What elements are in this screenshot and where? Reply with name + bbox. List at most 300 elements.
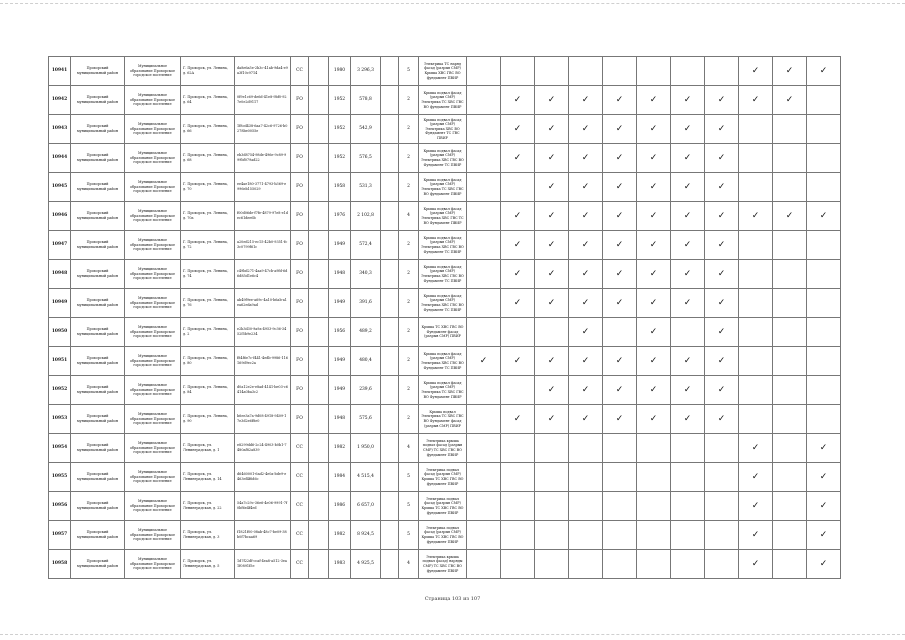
check-mark-icon: ✓: [603, 231, 637, 260]
check-mark-icon: ✓: [501, 202, 535, 231]
row-works: Крыша подвал фасад (разрыв СМР) Электрика ХВС ВО Фундамент ТС ГВС ПВИР: [419, 115, 467, 144]
row-wall-type: СС: [291, 521, 309, 550]
row-id: 10951: [49, 347, 71, 376]
work-cell-empty: [501, 521, 535, 550]
row-year: 1949: [329, 231, 351, 260]
row-area: 239,6: [351, 376, 381, 405]
row-empty: [381, 521, 399, 550]
check-mark-icon: ✓: [603, 144, 637, 173]
row-year: 1984: [329, 463, 351, 492]
row-municipality: Муниципальное образование Прохорское городское поселение: [125, 289, 181, 318]
row-empty: [309, 347, 329, 376]
register-table: [48, 56, 841, 579]
row-empty: [309, 86, 329, 115]
row-rayon: Прохорский муниципальный район: [71, 376, 125, 405]
row-empty: [381, 115, 399, 144]
row-empty: [381, 405, 399, 434]
row-address: Г. Прохорск, ул. Ленина, д. 68: [181, 144, 235, 173]
table-row: [49, 550, 841, 579]
row-floors: 2: [399, 347, 419, 376]
work-cell-empty: [603, 57, 637, 86]
row-municipality: Муниципальное образование Прохорское городское поселение: [125, 550, 181, 579]
table-row: [49, 289, 841, 318]
work-cell-empty: [773, 376, 807, 405]
row-floors: 2: [399, 173, 419, 202]
work-cell-empty: [501, 463, 535, 492]
row-works: Электрика крыша подвал фасад (разрыв СМР) ТС ХВС ГВС ВО фундамент ПВИР: [419, 434, 467, 463]
row-municipality: Муниципальное образование Прохорское городское поселение: [125, 521, 181, 550]
row-wall-type: FO: [291, 115, 309, 144]
work-cell-empty: [467, 434, 501, 463]
check-mark-icon: ✓: [705, 144, 739, 173]
row-municipality: Муниципальное образование Прохорское городское поселение: [125, 57, 181, 86]
row-guid: e2b3d30-9a9a-4953-9c36-3452f5b9e234: [235, 318, 291, 347]
row-area: 4 925,5: [351, 550, 381, 579]
row-guid: ee4ae180-3771-4793-b369-e996eb155029: [235, 173, 291, 202]
row-empty: [309, 57, 329, 86]
check-mark-icon: ✓: [467, 347, 501, 376]
row-empty: [309, 289, 329, 318]
work-cell-empty: [467, 115, 501, 144]
row-guid: ab49f9ee-a69c-4a10-b6ab-a1ea62eda9ad: [235, 289, 291, 318]
check-mark-icon: ✓: [569, 260, 603, 289]
check-mark-icon: ✓: [569, 144, 603, 173]
bottom-dashed-line: [0, 634, 905, 635]
row-floors: 4: [399, 550, 419, 579]
check-mark-icon: ✓: [569, 318, 603, 347]
check-mark-icon: ✓: [773, 57, 807, 86]
work-cell-empty: [773, 173, 807, 202]
row-empty: [309, 202, 329, 231]
work-cell-empty: [637, 521, 671, 550]
work-cell-empty: [535, 434, 569, 463]
work-cell-empty: [773, 231, 807, 260]
row-area: 572,4: [351, 231, 381, 260]
work-cell-empty: [535, 318, 569, 347]
check-mark-icon: ✓: [739, 202, 773, 231]
row-address: Г. Прохорск, ул. Ленина, д. 90: [181, 405, 235, 434]
work-cell-empty: [807, 260, 841, 289]
work-cell-empty: [603, 521, 637, 550]
work-cell-empty: [705, 492, 739, 521]
work-cell-empty: [739, 173, 773, 202]
row-floors: 5: [399, 463, 419, 492]
row-floors: 2: [399, 86, 419, 115]
row-empty: [381, 550, 399, 579]
row-rayon: Прохорский муниципальный район: [71, 57, 125, 86]
check-mark-icon: ✓: [807, 57, 841, 86]
work-cell-empty: [807, 405, 841, 434]
row-id: 10952: [49, 376, 71, 405]
row-address: Г. Прохорск, ул. Ленина, д. 70а: [181, 202, 235, 231]
row-year: 1948: [329, 405, 351, 434]
work-cell-empty: [637, 550, 671, 579]
check-mark-icon: ✓: [739, 434, 773, 463]
row-year: 1982: [329, 434, 351, 463]
row-year: 1956: [329, 318, 351, 347]
work-cell-empty: [671, 434, 705, 463]
work-cell-empty: [671, 550, 705, 579]
row-address: Г. Прохорск, ул. Ленинградская, д. 5: [181, 550, 235, 579]
row-address: Г. Прохорск, ул. Ленина, д. 84: [181, 376, 235, 405]
work-cell-empty: [603, 492, 637, 521]
work-cell-empty: [739, 318, 773, 347]
work-cell-empty: [807, 289, 841, 318]
work-cell-empty: [773, 115, 807, 144]
check-mark-icon: ✓: [671, 376, 705, 405]
check-mark-icon: ✓: [535, 115, 569, 144]
check-mark-icon: ✓: [569, 347, 603, 376]
row-empty: [309, 231, 329, 260]
work-cell-empty: [773, 318, 807, 347]
work-cell-empty: [671, 57, 705, 86]
row-guid: f84f6e7c-f441-4edb-9986-116169d9ec2a: [235, 347, 291, 376]
table-row: [49, 202, 841, 231]
row-id: 10945: [49, 173, 71, 202]
row-address: Г. Прохорск, ул. Ленина, д. 66: [181, 115, 235, 144]
work-cell-empty: [671, 521, 705, 550]
work-cell-empty: [467, 231, 501, 260]
check-mark-icon: ✓: [637, 202, 671, 231]
check-mark-icon: ✓: [501, 115, 535, 144]
row-floors: 5: [399, 492, 419, 521]
row-year: 1952: [329, 115, 351, 144]
work-cell-empty: [739, 405, 773, 434]
table-row: [49, 231, 841, 260]
row-floors: 2: [399, 115, 419, 144]
check-mark-icon: ✓: [603, 115, 637, 144]
work-cell-empty: [467, 521, 501, 550]
check-mark-icon: ✓: [637, 347, 671, 376]
work-cell-empty: [569, 434, 603, 463]
check-mark-icon: ✓: [807, 550, 841, 579]
row-wall-type: FO: [291, 260, 309, 289]
row-guid: eb3d8754-98de-496e-9c89-999bf079ad22: [235, 144, 291, 173]
work-cell-empty: [773, 434, 807, 463]
row-floors: 2: [399, 376, 419, 405]
check-mark-icon: ✓: [807, 434, 841, 463]
row-area: 575,6: [351, 405, 381, 434]
row-municipality: Муниципальное образование Прохорское городское поселение: [125, 86, 181, 115]
check-mark-icon: ✓: [671, 144, 705, 173]
work-cell-empty: [467, 492, 501, 521]
check-mark-icon: ✓: [535, 289, 569, 318]
check-mark-icon: ✓: [807, 202, 841, 231]
row-empty: [309, 260, 329, 289]
work-cell-empty: [467, 260, 501, 289]
check-mark-icon: ✓: [501, 347, 535, 376]
check-mark-icon: ✓: [739, 550, 773, 579]
work-cell-empty: [569, 463, 603, 492]
check-mark-icon: ✓: [569, 173, 603, 202]
work-cell-empty: [569, 521, 603, 550]
table-body: [49, 57, 841, 579]
check-mark-icon: ✓: [535, 347, 569, 376]
check-mark-icon: ✓: [705, 347, 739, 376]
row-wall-type: FO: [291, 289, 309, 318]
check-mark-icon: ✓: [739, 57, 773, 86]
row-rayon: Прохорский муниципальный район: [71, 550, 125, 579]
row-wall-type: FO: [291, 231, 309, 260]
row-municipality: Муниципальное образование Прохорское городское поселение: [125, 173, 181, 202]
row-address: Г. Прохорск, ул. Ленинградская, д. 14: [181, 463, 235, 492]
check-mark-icon: ✓: [501, 289, 535, 318]
row-floors: 5: [399, 57, 419, 86]
row-wall-type: СС: [291, 434, 309, 463]
row-id: 10941: [49, 57, 71, 86]
row-guid: f00d06de-f7fe-4879-97e8-e1dec61dee6b: [235, 202, 291, 231]
row-floors: 2: [399, 405, 419, 434]
work-cell-empty: [773, 550, 807, 579]
row-works: Крыша подвал фасад (разрыв СМР) Электрика ТС ХВС ГВС ВО фундамент ПВИР: [419, 173, 467, 202]
row-empty: [309, 521, 329, 550]
row-guid: d6460001-6ad2-4e0a-bde9-e463ef4f6d6c: [235, 463, 291, 492]
check-mark-icon: ✓: [637, 318, 671, 347]
row-floors: 4: [399, 434, 419, 463]
work-cell-empty: [467, 550, 501, 579]
check-mark-icon: ✓: [705, 86, 739, 115]
row-municipality: Муниципальное образование Прохорское городское поселение: [125, 115, 181, 144]
work-cell-empty: [807, 86, 841, 115]
row-wall-type: FO: [291, 202, 309, 231]
row-wall-type: FO: [291, 86, 309, 115]
row-rayon: Прохорский муниципальный район: [71, 492, 125, 521]
row-rayon: Прохорский муниципальный район: [71, 434, 125, 463]
row-empty: [381, 57, 399, 86]
check-mark-icon: ✓: [603, 289, 637, 318]
row-area: 531,3: [351, 173, 381, 202]
check-mark-icon: ✓: [807, 521, 841, 550]
row-empty: [309, 492, 329, 521]
row-empty: [381, 492, 399, 521]
row-municipality: Муниципальное образование Прохорское городское поселение: [125, 347, 181, 376]
row-empty: [309, 463, 329, 492]
row-municipality: Муниципальное образование Прохорское городское поселение: [125, 231, 181, 260]
row-id: 10944: [49, 144, 71, 173]
check-mark-icon: ✓: [535, 202, 569, 231]
table-row: [49, 347, 841, 376]
row-area: 6 657,0: [351, 492, 381, 521]
row-area: 340,3: [351, 260, 381, 289]
row-empty: [309, 434, 329, 463]
check-mark-icon: ✓: [535, 405, 569, 434]
row-area: 576,5: [351, 144, 381, 173]
check-mark-icon: ✓: [671, 347, 705, 376]
row-rayon: Прохорский муниципальный район: [71, 115, 125, 144]
row-empty: [381, 231, 399, 260]
check-mark-icon: ✓: [671, 260, 705, 289]
row-floors: 5: [399, 521, 419, 550]
row-municipality: Муниципальное образование Прохорское городское поселение: [125, 260, 181, 289]
row-empty: [309, 173, 329, 202]
row-guid: 1d7f22df-ccaf-4ea8-a512-3ea1f0891f5e: [235, 550, 291, 579]
row-wall-type: FO: [291, 173, 309, 202]
row-year: 1982: [329, 521, 351, 550]
table-row: [49, 463, 841, 492]
check-mark-icon: ✓: [603, 405, 637, 434]
row-municipality: Муниципальное образование Прохорское городское поселение: [125, 405, 181, 434]
row-works: Крыша подвал фасад (разрыв СМР) Электрика ХВС ГВС ВО Фундамент ТС ПВИР: [419, 260, 467, 289]
check-mark-icon: ✓: [637, 144, 671, 173]
row-address: Г. Прохорск, ул. Ленина, д. 64: [181, 86, 235, 115]
check-mark-icon: ✓: [637, 289, 671, 318]
work-cell-empty: [501, 57, 535, 86]
row-wall-type: СС: [291, 463, 309, 492]
row-floors: 2: [399, 231, 419, 260]
row-rayon: Прохорский муниципальный район: [71, 289, 125, 318]
row-empty: [381, 144, 399, 173]
check-mark-icon: ✓: [705, 376, 739, 405]
row-empty: [381, 376, 399, 405]
work-cell-empty: [705, 550, 739, 579]
table-row: [49, 260, 841, 289]
work-cell-empty: [467, 144, 501, 173]
work-cell-empty: [739, 231, 773, 260]
check-mark-icon: ✓: [535, 173, 569, 202]
check-mark-icon: ✓: [501, 144, 535, 173]
check-mark-icon: ✓: [569, 115, 603, 144]
table-row: [49, 376, 841, 405]
work-cell-empty: [467, 405, 501, 434]
work-cell-empty: [739, 347, 773, 376]
check-mark-icon: ✓: [807, 492, 841, 521]
check-mark-icon: ✓: [671, 173, 705, 202]
row-address: Г. Прохорск, ул. Ленина, д. 76: [181, 289, 235, 318]
row-works: Электрика подвал фасад (разрыв СМР) Крыша ТС ХВС ГВС ВО фундамент ПВИР: [419, 521, 467, 550]
row-municipality: Муниципальное образование Прохорское городское поселение: [125, 202, 181, 231]
check-mark-icon: ✓: [739, 463, 773, 492]
row-year: 1986: [329, 492, 351, 521]
row-empty: [381, 202, 399, 231]
work-cell-empty: [535, 521, 569, 550]
row-rayon: Прохорский муниципальный район: [71, 347, 125, 376]
row-guid: da8e6a5e-2b3c-41ab-9da4-e9a3f10c9714: [235, 57, 291, 86]
check-mark-icon: ✓: [671, 231, 705, 260]
work-cell-empty: [603, 550, 637, 579]
row-rayon: Прохорский муниципальный район: [71, 231, 125, 260]
work-cell-empty: [569, 57, 603, 86]
row-id: 10946: [49, 202, 71, 231]
work-cell-empty: [467, 289, 501, 318]
work-cell-empty: [705, 521, 739, 550]
row-municipality: Муниципальное образование Прохорское городское поселение: [125, 463, 181, 492]
row-empty: [381, 463, 399, 492]
check-mark-icon: ✓: [705, 260, 739, 289]
check-mark-icon: ✓: [569, 202, 603, 231]
check-mark-icon: ✓: [569, 86, 603, 115]
work-cell-empty: [637, 463, 671, 492]
row-rayon: Прохорский муниципальный район: [71, 521, 125, 550]
work-cell-empty: [637, 492, 671, 521]
row-guid: a20ed215-ec15-42b0-9351-fc3c0799f61c: [235, 231, 291, 260]
check-mark-icon: ✓: [501, 405, 535, 434]
row-area: 2 102,8: [351, 202, 381, 231]
table-row: [49, 57, 841, 86]
check-mark-icon: ✓: [671, 86, 705, 115]
work-cell-empty: [739, 115, 773, 144]
row-area: 1 950,0: [351, 434, 381, 463]
check-mark-icon: ✓: [739, 86, 773, 115]
row-municipality: Муниципальное образование Прохорское городское поселение: [125, 492, 181, 521]
work-cell-empty: [739, 289, 773, 318]
row-year: 1949: [329, 347, 351, 376]
row-empty: [381, 347, 399, 376]
row-year: 1949: [329, 376, 351, 405]
row-floors: 2: [399, 260, 419, 289]
check-mark-icon: ✓: [603, 376, 637, 405]
row-municipality: Муниципальное образование Прохорское городское поселение: [125, 318, 181, 347]
check-mark-icon: ✓: [637, 115, 671, 144]
row-works: Крыша ТС ХВС ГВС ВО Фундамент фасад (разрыв СМР) ПВИР: [419, 318, 467, 347]
row-guid: 0f9e1c69-de6d-41e8-9bf0-927e0e2d9117: [235, 86, 291, 115]
row-id: 10949: [49, 289, 71, 318]
check-mark-icon: ✓: [501, 260, 535, 289]
check-mark-icon: ✓: [671, 405, 705, 434]
row-guid: f1821f00-08ab-48c7-be09-38b0f7bcaa69: [235, 521, 291, 550]
row-wall-type: СС: [291, 550, 309, 579]
row-works: Крыша подвал фасад (разрыв СМР) Электрика ХВС ГВС ТС ВО Фундамент ПВИР: [419, 202, 467, 231]
check-mark-icon: ✓: [671, 115, 705, 144]
table-row: [49, 521, 841, 550]
row-id: 10948: [49, 260, 71, 289]
row-area: 8 924,5: [351, 521, 381, 550]
work-cell-empty: [501, 318, 535, 347]
row-id: 10956: [49, 492, 71, 521]
row-wall-type: FO: [291, 405, 309, 434]
check-mark-icon: ✓: [637, 260, 671, 289]
row-municipality: Муниципальное образование Прохорское городское поселение: [125, 144, 181, 173]
check-mark-icon: ✓: [807, 463, 841, 492]
row-works: Крыша подвал фасад (разрыв СМР) Электрика ХВС ГВС ВО Фундамент ТС ПВИР: [419, 289, 467, 318]
row-id: 10955: [49, 463, 71, 492]
row-works: Крыша подвал фасад (разрыв СМР) Электрика ХВС ГВС ВО Фундамент ТС ПВИР: [419, 347, 467, 376]
work-cell-empty: [705, 57, 739, 86]
check-mark-icon: ✓: [603, 347, 637, 376]
row-empty: [381, 318, 399, 347]
work-cell-empty: [535, 57, 569, 86]
row-empty: [309, 318, 329, 347]
table-row: [49, 173, 841, 202]
work-cell-empty: [773, 260, 807, 289]
row-address: Г. Прохорск, ул. Ленина, д. 62А: [181, 57, 235, 86]
work-cell-empty: [773, 144, 807, 173]
row-address: Г. Прохорск, ул. Ленина, д. 2: [181, 318, 235, 347]
check-mark-icon: ✓: [501, 86, 535, 115]
work-cell-empty: [773, 347, 807, 376]
row-area: 542,9: [351, 115, 381, 144]
table-row: [49, 318, 841, 347]
check-mark-icon: ✓: [535, 376, 569, 405]
check-mark-icon: ✓: [739, 521, 773, 550]
work-cell-empty: [807, 115, 841, 144]
row-year: 1980: [329, 57, 351, 86]
table-row: [49, 144, 841, 173]
top-dashed-line: [0, 3, 905, 4]
row-works: Крыша подвал Электрика ТС ХВС ГВС ВО Фундамент фасад (разрыв СМР) ПВИР: [419, 405, 467, 434]
row-floors: 2: [399, 318, 419, 347]
work-cell-empty: [739, 144, 773, 173]
row-id: 10950: [49, 318, 71, 347]
row-guid: c49bd271-4aa9-47cb-a9fd-6d6d85d1e6c4: [235, 260, 291, 289]
row-year: 1949: [329, 289, 351, 318]
row-address: Г. Прохорск, ул. Ленинградская, д. 3: [181, 521, 235, 550]
work-cell-empty: [535, 550, 569, 579]
work-cell-empty: [467, 376, 501, 405]
row-empty: [381, 260, 399, 289]
check-mark-icon: ✓: [705, 289, 739, 318]
row-empty: [381, 434, 399, 463]
check-mark-icon: ✓: [705, 202, 739, 231]
